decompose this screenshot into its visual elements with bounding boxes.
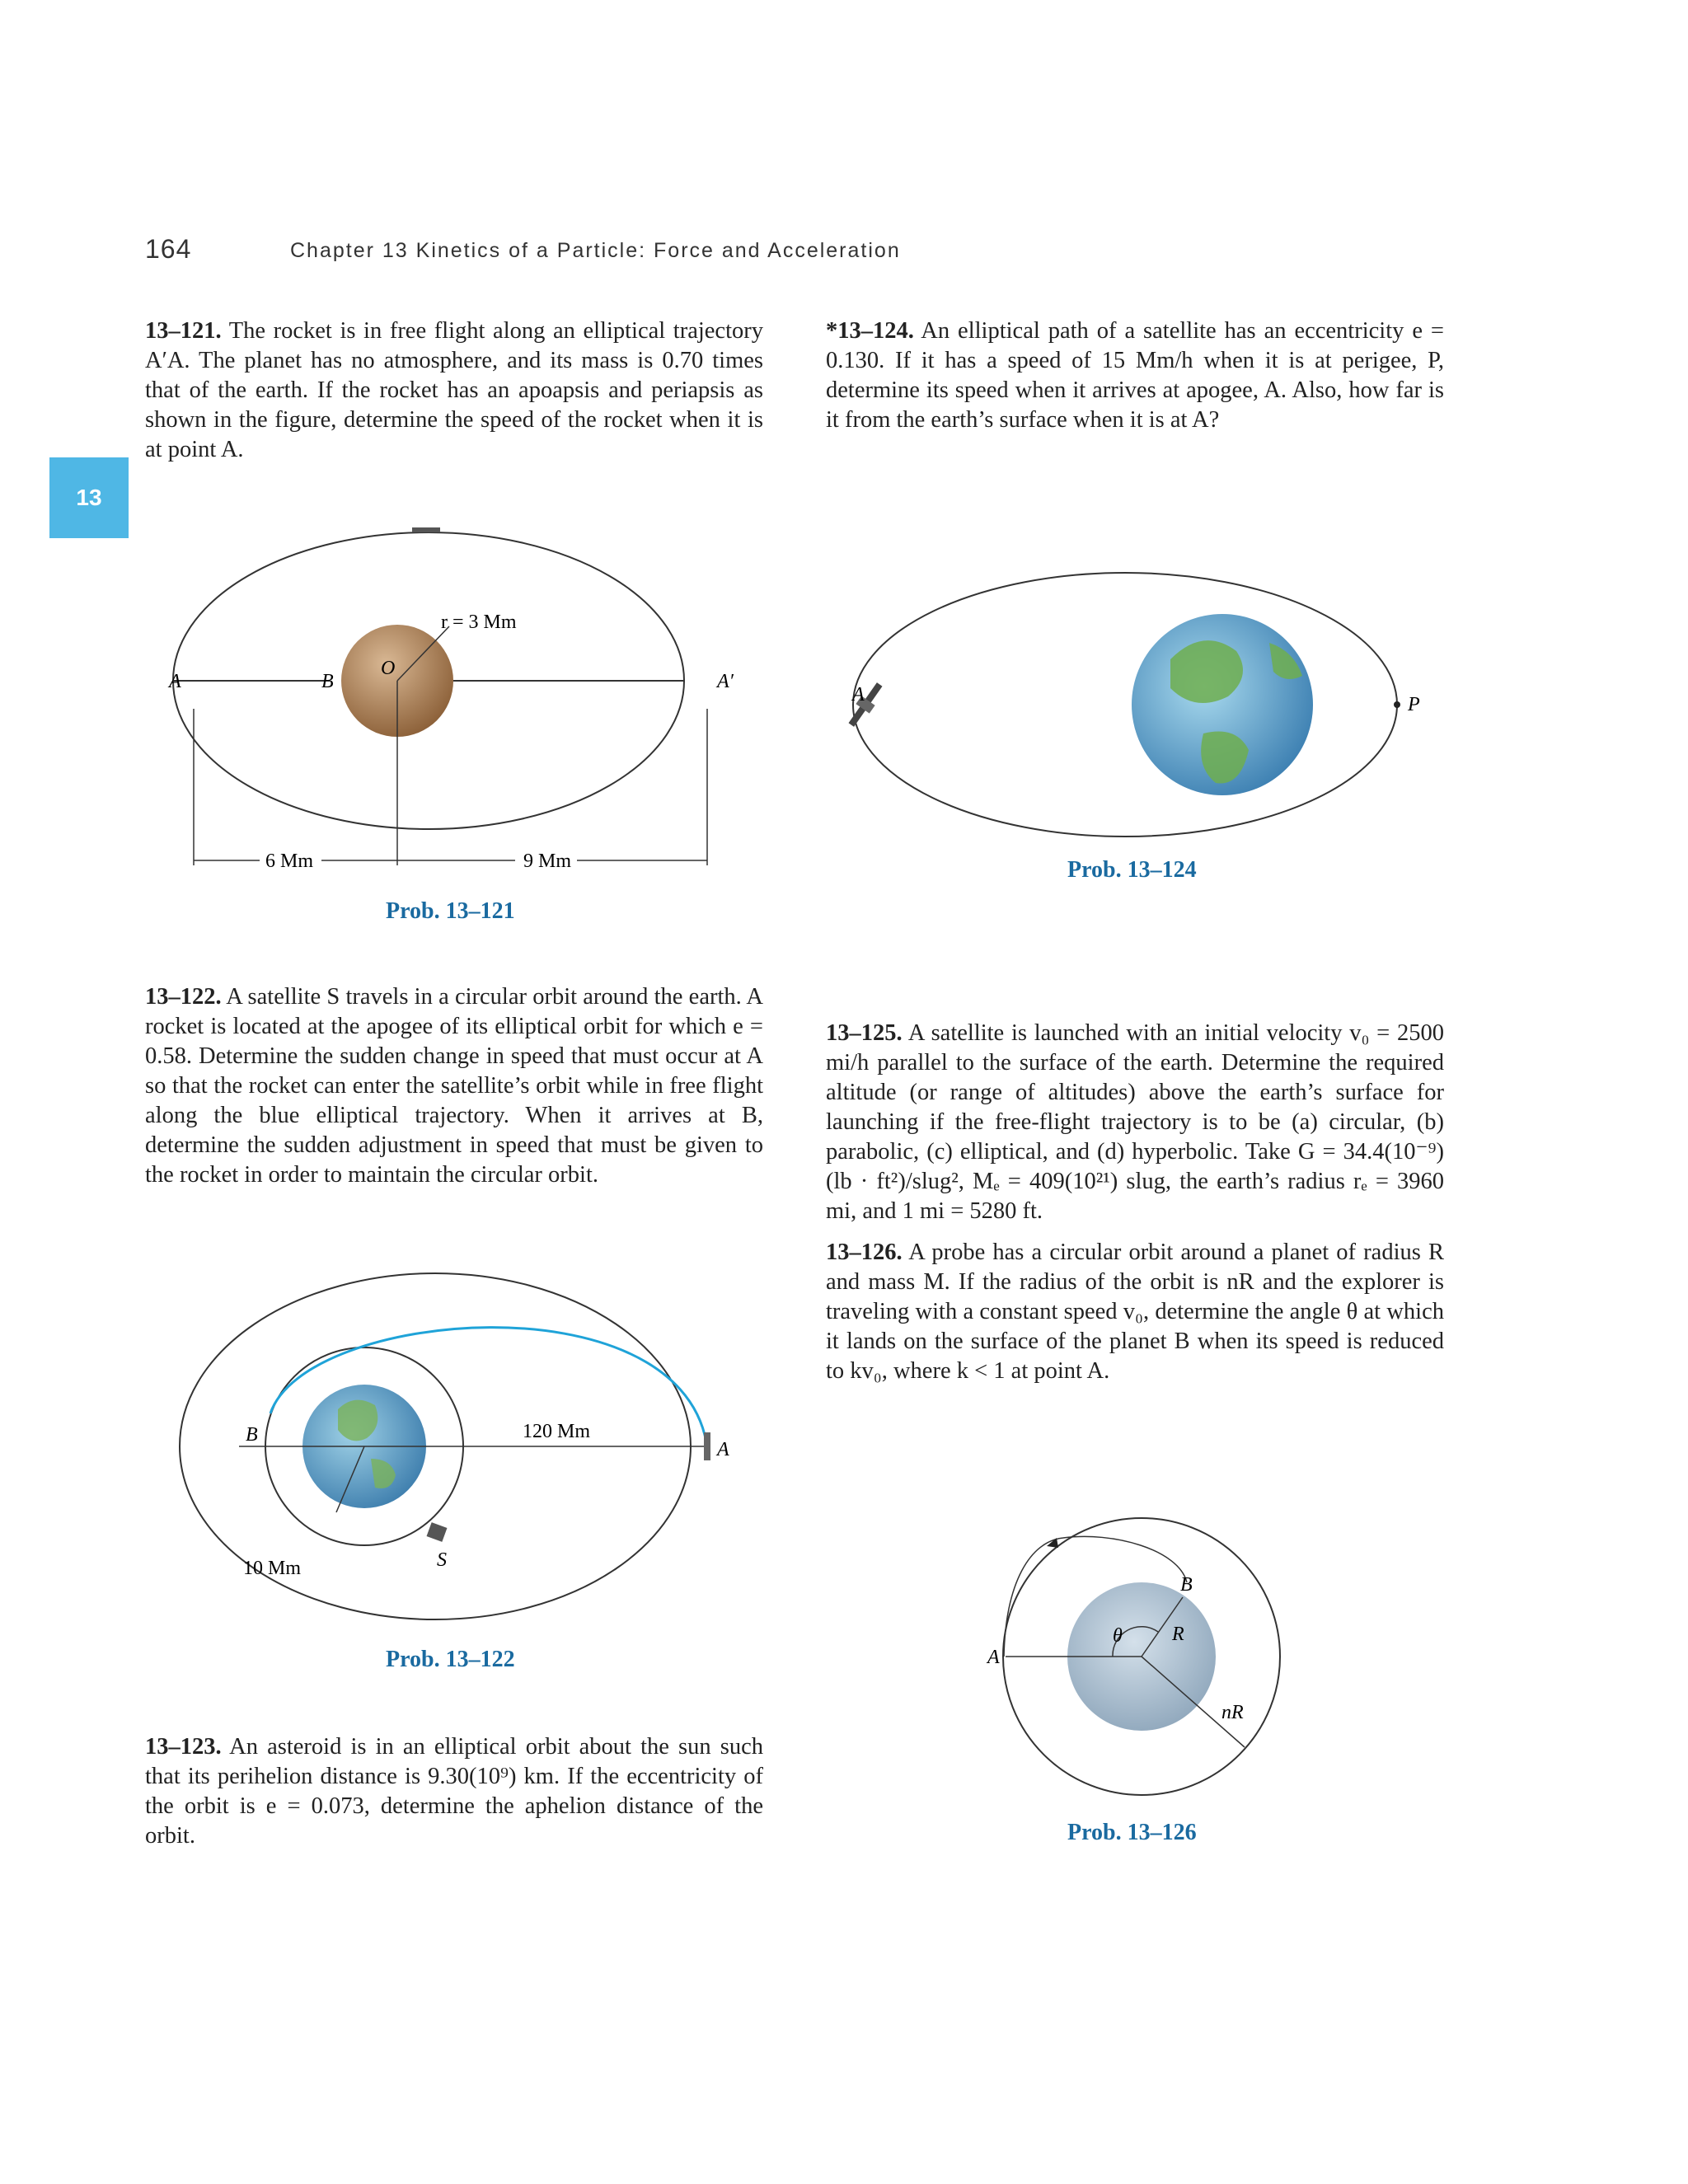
problem-number: 13–126. (826, 1240, 903, 1265)
figure-13-124 (841, 569, 1451, 849)
problem-text: A satellite S travels in a circular orbit around the earth. A rocket is located at the apogee of its elliptical orbit for which e = 0.58. Determine the sudden change in speed that must occur at A so that the rocket can enter the satellite’s orbit while in free flight along the blue elliptical trajectory. When it arrives at B, determine the sudden adjustment in speed that must be given to the rocket in order to maintain the circular orbit. (145, 984, 764, 1188)
label-B: B (246, 1424, 258, 1446)
problem-number: 13–125. (826, 1020, 903, 1046)
caption-13-122: Prob. 13–122 (386, 1647, 515, 1672)
label-A: A (169, 671, 181, 692)
perigee-point (1394, 701, 1400, 708)
satellite-A (845, 680, 887, 730)
problem-text: An asteroid is in an elliptical orbit about the sun such that its perihelion distance is 9.30(10⁹) km. If the eccentricity of the orbit is e = 0.073, determine the aphelion distance of the orbit. (145, 1734, 763, 1849)
label-B: B (1180, 1574, 1193, 1596)
rocket-A (704, 1432, 710, 1460)
label-O: O (381, 658, 396, 679)
problem-13-121 (145, 316, 763, 465)
figure-13-121 (157, 503, 783, 890)
caption-13-121: Prob. 13–121 (386, 898, 515, 924)
label-theta: θ (1113, 1625, 1123, 1647)
chapter-tab: 13 (49, 457, 129, 538)
satellite-S (427, 1522, 448, 1542)
figure-13-126 (981, 1508, 1311, 1813)
label-R: R (1172, 1624, 1184, 1645)
problem-number: 13–121. (145, 318, 222, 344)
problem-13-123 (145, 1732, 763, 1851)
dim-right-label: 9 Mm (523, 851, 572, 872)
problem-number: 13–122. (145, 984, 222, 1010)
dim-left-label: 6 Mm (265, 851, 314, 872)
label-B: B (321, 671, 334, 692)
rocket (412, 527, 440, 532)
problem-text: A satellite is launched with an initial velocity v₀ = 2500 mi/h parallel to the surface of the earth. Determine the required altitude (or range of altitudes) above the earth’s surface for launching if the free-flight trajectory is to be (a) circular, (b) parabolic, (c) elliptical, and (d) hyperbolic. Take G = 34.4(10⁻⁹)(lb · ft²)/slug², Mₑ = 409(10²¹) slug, the earth’s radius rₑ = 3960 mi, and 1 mi = 5280 ft. (826, 1020, 1444, 1224)
label-A-prime: A′ (717, 671, 734, 692)
label-A: A (717, 1439, 729, 1460)
dim-short: 10 Mm (243, 1558, 302, 1579)
problem-number: 13–123. (145, 1734, 222, 1760)
problem-13-126 (826, 1238, 1444, 1386)
label-A: A (852, 684, 865, 705)
problem-text: An elliptical path of a satellite has an eccentricity e = 0.130. If it has a speed of 15 Mm/h when it is at perigee, P, determine its speed when it arrives at apogee, A. Also, how far is it from the earth’s surface when it is at A? (826, 318, 1444, 433)
radius-label: r = 3 Mm (441, 612, 517, 633)
problem-13-122 (145, 982, 763, 1190)
chapter-title: Chapter 13 Kinetics of a Particle: Force and Acceleration (290, 239, 901, 262)
label-A: A (987, 1647, 1000, 1668)
caption-13-126: Prob. 13–126 (1067, 1820, 1197, 1845)
problem-number: *13–124. (826, 318, 914, 344)
problem-13-125 (826, 1019, 1444, 1226)
page-number: 164 (145, 234, 192, 264)
caption-13-124: Prob. 13–124 (1067, 857, 1197, 883)
satellite-orbit (853, 573, 1397, 837)
label-S: S (437, 1549, 447, 1571)
problem-13-124 (826, 316, 1444, 435)
figure-13-122 (165, 1261, 783, 1632)
label-P: P (1408, 694, 1420, 715)
problem-text: A probe has a circular orbit around a planet of radius R and mass M. If the radius of the orbit is nR and the explorer is traveling with a constant speed v₀, determine the angle θ at which it lands on the surface of the planet B when its speed is reduced to kv₀, where k < 1 at point A. (826, 1240, 1444, 1384)
probe-arrow (1047, 1538, 1058, 1548)
label-nR: nR (1221, 1702, 1244, 1723)
problem-text: The rocket is in free flight along an elliptical trajectory A′A. The planet has no atmosphere, and its mass is 0.70 times that of the earth. If the rocket has an apoapsis and periapsis as shown in the figure, determine the speed of the rocket when it is at point A. (145, 318, 763, 462)
dim-long: 120 Mm (523, 1421, 591, 1442)
